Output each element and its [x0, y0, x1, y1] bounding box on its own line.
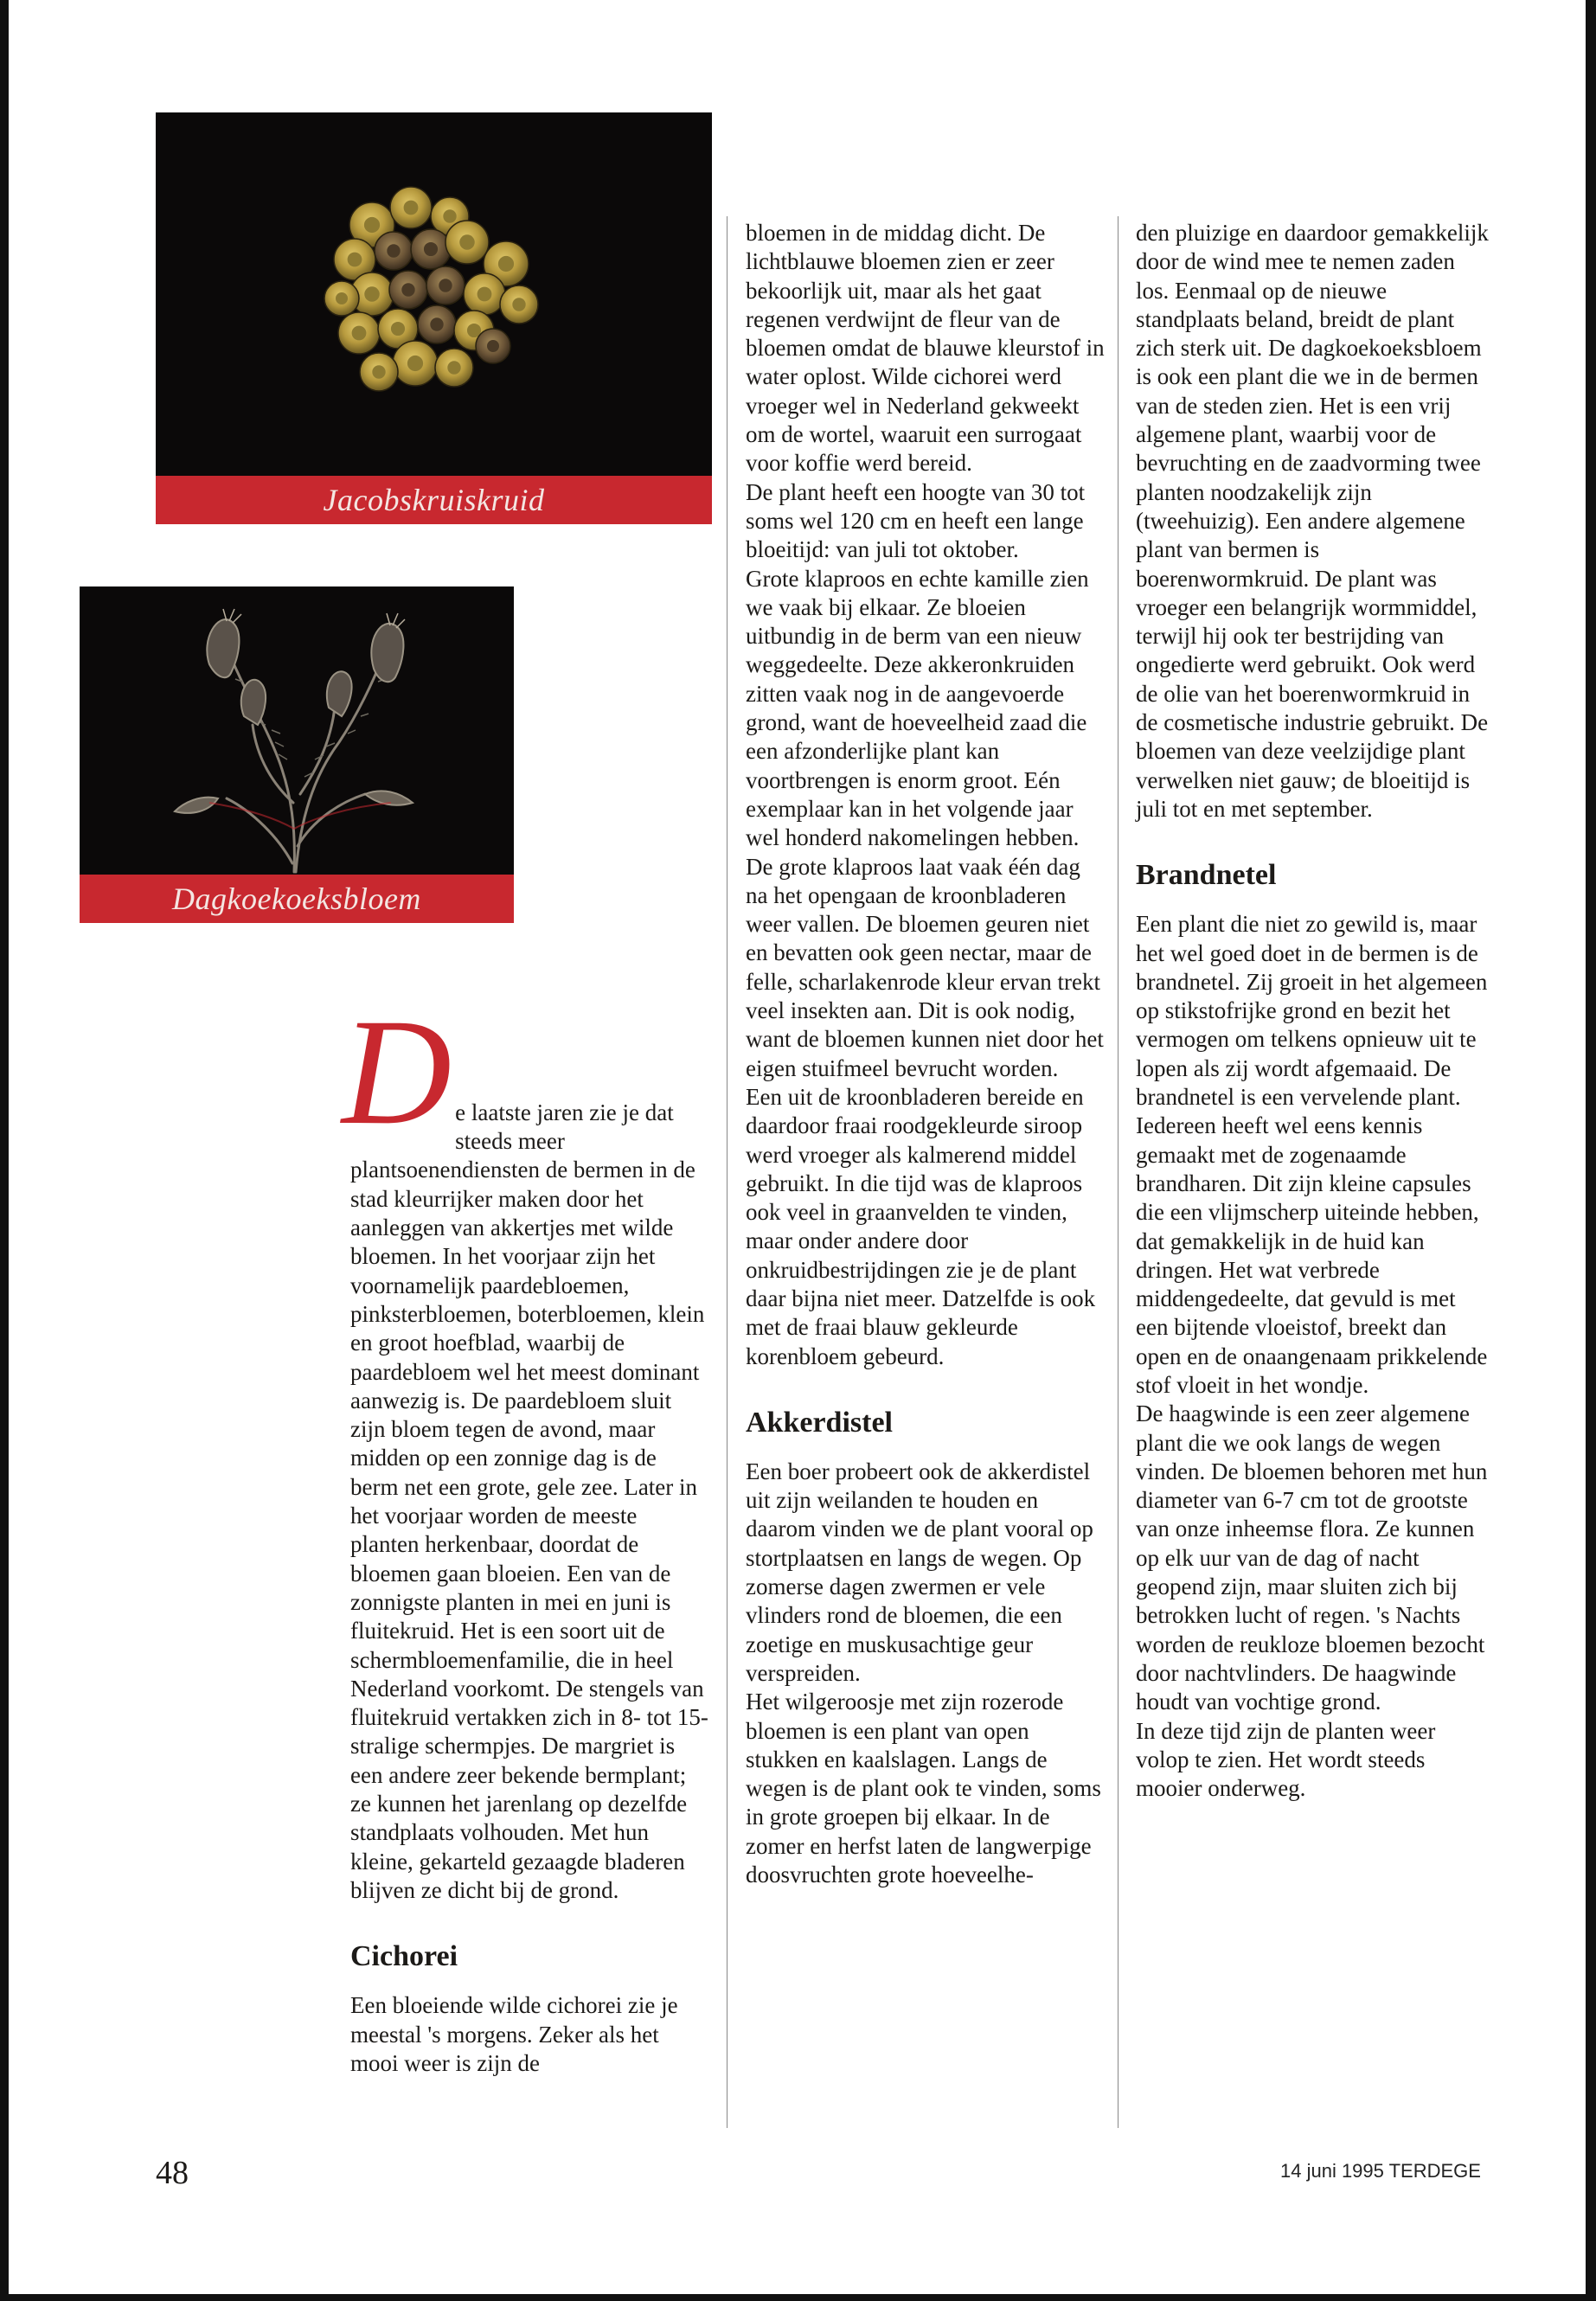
- scan-edge-left: [0, 0, 9, 2301]
- paragraph: Grote klaproos en echte kamille zien we vaak bij elkaar. Ze bloeien uitbundig in de berm van een nieuw weggedeelte. Deze akkeronkruiden zitten vaak nog in de aangevoerde grond, want de hoeveelheid zaad die een afzonderlijke plant kan voortbrengen is enorm groot. Eén exemplaar kan in het volgende jaar wel honderd nakomelingen hebben. De grote klaproos laat vaak één dag na het opengaan de kroonbladeren weer vallen. De bloemen geuren niet en bevatten ook geen nectar, maar de felle, scharlakenrode kleur ervan trekt veel insekten aan. Dit is ook nodig, want de bloemen kunnen niet door het eigen stuifmeel bevrucht worden.: [746, 565, 1104, 1081]
- paragraph: Een boer probeert ook de akkerdistel uit zijn weilanden te houden en daarom vinden we de plant vooral op stortplaatsen en langs de wegen. Op zomerse dagen zwermen er vele vlinders rond de bloemen, die een zoetige en muskusachtige geur verspreiden.: [746, 1458, 1093, 1686]
- paragraph: bloemen in de middag dicht. De lichtblauwe bloemen zien er zeer bekoorlijk uit, maar als het gaat regenen verdwijnt de fleur van de bloemen omdat de blauwe kleurstof in water oplost. Wilde cichorei werd vroeger wel in Nederland gekweekt om de wortel, waaruit een surrogaat voor koffie werd bereid.: [746, 220, 1105, 477]
- photo-dagkoekoeksbloem: [80, 586, 514, 923]
- paragraph: Een uit de kroonbladeren bereide en daardoor fraai roodgekleurde siroop werd vroeger als kalmerend middel gebruikt. In die tijd was de klaproos ook veel in graanvelden te vinden, maar onder andere door onkruidbestrijdingen zie je de plant daar bijna niet meer. Datzelfde is ook met de fraai blauw gekleurde korenbloem gebeurd.: [746, 1083, 1096, 1369]
- tansy-head-center: [348, 253, 362, 267]
- article-column-3: [1136, 219, 1489, 1803]
- campion-seed-pods-icon: [80, 586, 514, 876]
- footer-issue-date: 14 juni 1995 TERDEGE: [1280, 2160, 1481, 2182]
- tansy-head-center: [372, 365, 385, 378]
- tansy-head-center: [498, 256, 514, 272]
- paragraph: Een plant die niet zo gewild is, maar het wel goed doet in de bermen is de brandnetel. Zij groeit in het algemeen op stikstofrijke grond en bezit het vermogen om telkens opnieuw uit te lopen als zij wordt afgemaaid. De brandnetel is een vervelende plant. Iedereen heeft wel eens kennis gemaakt met de zogenaamde brandharen. Dit zijn kleine capsules die een vlijmscherp uiteinde hebben, dat gemakkelijk in de huid kan dringen. Het wat verbrede middengedeelte, dat gevuld is met een bijtende vloeistof, breekt dan open en de onaangenaam prikkelende stof vloeit in het wondje.: [1136, 911, 1488, 1398]
- tansy-head-center: [459, 234, 475, 250]
- page-number: 48: [156, 2155, 189, 2191]
- tansy-flower-heads-icon: [156, 112, 712, 476]
- tansy-head-center: [391, 322, 405, 336]
- tansy-head-center: [430, 317, 443, 330]
- intro-paragraph: [342, 988, 709, 1905]
- tansy-head-center: [478, 287, 492, 302]
- tansy-head-center: [439, 279, 452, 292]
- tansy-head-center: [487, 340, 499, 352]
- caption-jacobskruiskruid: Jacobskruiskruid: [156, 476, 712, 524]
- article-column-2: [746, 219, 1107, 1889]
- tansy-head-center: [336, 292, 348, 304]
- heading-cichorei: Cichorei: [350, 1940, 458, 1973]
- paragraph: Een bloeiende wilde cichorei zie je meestal 's morgens. Zeker als het mooi weer is zijn de: [350, 1992, 678, 2076]
- scan-edge-bottom: [0, 2294, 1596, 2301]
- paragraph: den pluizige en daardoor gemakkelijk door de wind mee te nemen zaden los. Eenmaal op de nieuwe standplaats beland, breidt de plant zich sterk uit. De dagkoekoeksbloem is ook een plant die we in de bermen van de steden zien. Het is een vrij algemene plant, waarbij voor de bevruchting en de zaadvorming twee planten noodzakelijk zijn (tweehuizig). Een andere algemene plant van bermen is boerenwormkruid. De plant was vroeger een belangrijk wormmiddel, terwijl hij ook ter bestrijding van ongedierte werd gebruikt. Ook werd de olie van het boerenwormkruid in de cosmetische industrie gebruikt. De bloemen van deze veelzijdige plant verwelken niet gauw; de bloeitijd is juli tot en met september.: [1136, 220, 1489, 822]
- scan-edge-right: [1586, 0, 1596, 2301]
- tansy-head-center: [364, 286, 380, 302]
- photo-jacobskruiskruid: [156, 112, 712, 524]
- heading-akkerdistel: Akkerdistel: [746, 1406, 893, 1439]
- tansy-head-center: [443, 209, 456, 222]
- tansy-head-center: [352, 326, 367, 341]
- tansy-head-center: [404, 201, 419, 215]
- article-column-1: [342, 988, 709, 2078]
- paragraph: Het wilgeroosje met zijn rozerode bloemen is een plant van open stukken en kaalslagen. Langs de wegen is de plant ook te vinden, soms in grote groepen bij elkaar. In de zomer en herfst laten de langwerpige doosvruchten grote hoeveelhe-: [746, 1689, 1101, 1888]
- intro-text: e laatste jaren zie je dat steeds meer plantsoenendiensten de bermen in de stad kleurrijker maken door het aanleggen van akkertjes met wilde bloemen. In het voorjaar zijn het voornamelijk paardebloemen, pinksterbloemen, boterbloemen, klein en groot hoefblad, waarbij de paardebloem wel het meest dominant aanwezig is. De paardebloem sluit zijn bloem tegen de avond, maar midden op een zonnige dag is de berm net een grote, gele zee. Later in het voorjaar worden de meeste planten herkenbaar, doordat de bloemen gaan bloeien. Een van de zonnigste planten in mei en juni is fluitekruid. Het is een soort uit de schermbloemenfamilie, die in heel Nederland voorkomt. De stengels van fluitekruid vertakken zich in 8- tot 15-stralige schermpjes. De margriet is een andere zeer bekende bermplant; ze kunnen het jarenlang op dezelfde standplaats volhouden. Met hun kleine, gekarteld gezaagde bladeren blijven ze dicht bij de grond.: [350, 1099, 708, 1903]
- tansy-head-center: [364, 217, 380, 233]
- paragraph: De haagwinde is een zeer algemene plant die we ook langs de wegen vinden. De bloemen behoren met hun diameter van 6-7 cm tot de grootste van onze inheemse flora. Ze kunnen op elk uur van de dag of nacht geopend zijn, maar sluiten zich bij betrokken lucht of regen. 's Nachts worden de reukloze bloemen bezocht door nachtvlinders. De haagwinde houdt van vochtige grond.: [1136, 1400, 1488, 1715]
- tansy-head-center: [401, 283, 414, 296]
- tansy-head-center: [387, 244, 400, 257]
- heading-brandnetel: Brandnetel: [1136, 859, 1277, 892]
- drop-cap: D: [342, 988, 452, 1157]
- paragraph: In deze tijd zijn de planten weer volop te zien. Het wordt steeds mooier onderweg.: [1136, 1717, 1436, 1802]
- caption-dagkoekoeksbloem: Dagkoekoeksbloem: [80, 875, 514, 923]
- tansy-head-center: [407, 356, 423, 371]
- tansy-head-center: [512, 298, 525, 311]
- paragraph: De plant heeft een hoogte van 30 tot soms wel 120 cm en heeft een lange bloeitijd: van juli tot oktober.: [746, 478, 1086, 563]
- tansy-head-center: [447, 361, 460, 374]
- tansy-head-center: [424, 242, 438, 256]
